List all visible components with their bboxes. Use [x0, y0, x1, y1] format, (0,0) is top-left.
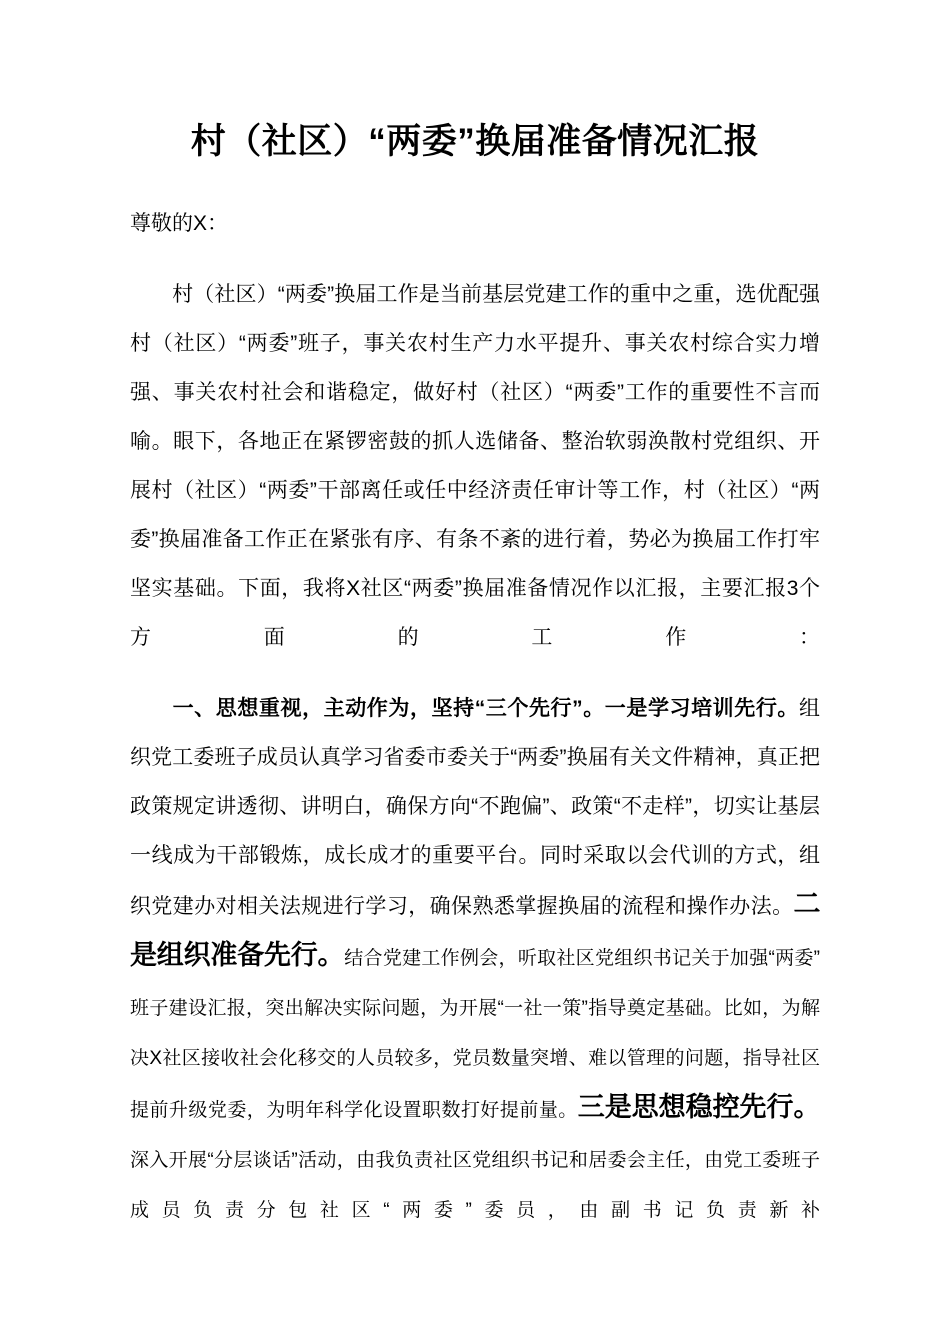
- section-heading-one: 一、思想重视，主动作为，坚持“三个先行”。: [172, 697, 605, 721]
- paragraph-intro-text: 村（社区）“两委”换届工作是当前基层党建工作的重中之重，选优配强村（社区）“两委”班子，事关农村生产力水平提升、事关农村综合实力增强、事关农村社会和谐稳定，做好村（社区）“两委”工作的重要性不言而喻。眼下，各地正在紧锣密鼓的抓人选储备、整治软弱涣散村党组织、开展村（社区）“两委”干部离任或任中经济责任审计等工作，村（社区）“两委”换届准备工作正在紧张有序、有条不紊的进行着，势必为换届工作打牢坚实基础。下面，我将X社区“两委”换届准备情况作以汇报，主要汇报3个方面的工作：: [130, 283, 820, 650]
- page-title: 村（社区）“两委”换届准备情况汇报: [190, 122, 760, 161]
- subsection-one-text: 组织党工委班子成员认真学习省委市委关于“两委”换届有关文件精神，真正把政策规定讲透彻、讲明白，确保方向“不跑偏”、政策“不走样”，切实让基层一线成为干部锻炼，成长成才的重要平台。同时采取以会代训的方式，组织党建办对相关法规进行学习，确保熟悉掌握换届的流程和操作办法。: [130, 697, 821, 919]
- subsection-two-text: 结合党建工作例会，听取社区党组织书记关于加强“两委”班子建设汇报，突出解决实际问题，为开展“一社一策”指导奠定基础。比如，为解决X社区接收社会化移交的人员较多，党员数量突增、难以管理的问题，指导社区提前升级党委，为明年科学化设置职数打好提前量。: [130, 948, 820, 1122]
- salutation: 尊敬的X：: [130, 212, 229, 236]
- paragraph-gap: [130, 662, 820, 684]
- subsection-three-text: 深入开展“分层谈话”活动，由我负责社区党组织书记和居委会主任，由党工委班子成员负责分包社区“两委”委员，由副书记负责新补: [130, 1150, 820, 1222]
- subsection-three-label: 三是思想稳控先行。: [577, 1092, 820, 1123]
- paragraph-section-one: [130, 684, 820, 1235]
- subsection-two-label: 二是组织准备先行。: [130, 889, 820, 971]
- subsection-one-label: 一是学习培训先行。: [604, 697, 800, 721]
- paragraph-intro: [130, 248, 820, 662]
